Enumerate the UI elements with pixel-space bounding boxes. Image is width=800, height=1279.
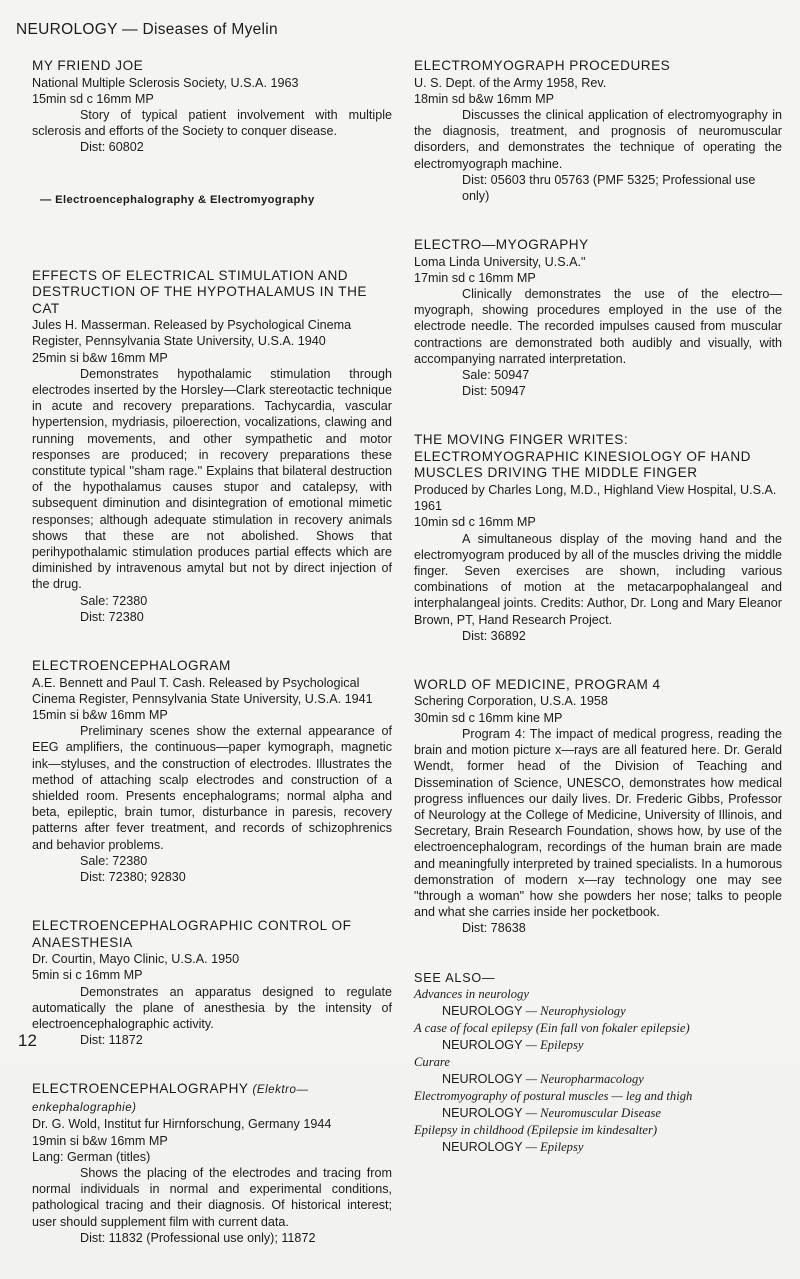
see-also-topic: Electromyography of postural muscles — leg and thigh <box>414 1088 693 1103</box>
film-entry <box>32 268 392 625</box>
entry-title-text: EFFECTS OF ELECTRICAL STIMULATION AND DESTRUCTION OF THE HYPOTHALAMUS IN THE CAT <box>32 267 367 316</box>
see-also-ref-sub: — Neurophysiology <box>525 1003 626 1018</box>
film-entry <box>414 432 782 644</box>
entry-distribution: Dist: 78638 <box>462 921 526 936</box>
entry-line: 10min sd c 16mm MP <box>414 515 536 530</box>
entry-description: Discusses the clinical application of electromyography in the diagnosis, treatment, and prognosis of neuromuscular disorders, and demonstrates the technique of operating the electromyograph machine. <box>414 107 782 171</box>
entry-line: National Multiple Sclerosis Society, U.S.A. 1963 <box>32 75 299 90</box>
entry-distribution: Dist: 11832 (Professional use only); 11872 <box>80 1230 316 1245</box>
page-number: 12 <box>18 1031 37 1050</box>
section-heading: — Electroencephalography & Electromyography <box>40 193 315 206</box>
entry-line: Dr. Courtin, Mayo Clinic, U.S.A. 1950 <box>32 952 240 967</box>
left-entries-a <box>32 58 392 156</box>
see-also-topic: Advances in neurology <box>414 986 529 1001</box>
see-also-ref-sub: — Neuropharmacology <box>525 1071 644 1086</box>
entry-line: 25min si b&w 16mm MP <box>32 350 168 365</box>
entry-distribution: Dist: 11872 <box>80 1033 143 1048</box>
film-entry <box>32 1081 392 1246</box>
entry-line: Dr. G. Wold, Institut fur Hirnforschung, Germany 1944 <box>32 1117 332 1132</box>
right-entries <box>414 58 782 937</box>
entry-line: A.E. Bennett and Paul T. Cash. Released by Psychological Cinema Register, Pennsylvania State University, U.S.A. 1941 <box>32 675 373 706</box>
entry-distribution: Sale: 50947 <box>462 368 530 383</box>
entry-line: Loma Linda University, U.S.A." <box>414 254 586 269</box>
entry-title-text: ELECTROENCEPHALOGRAPHIC CONTROL OF ANAESTHESIA <box>32 918 352 950</box>
entry-title-text: ELECTROENCEPHALOGRAM <box>32 658 231 674</box>
entry-title <box>414 677 782 694</box>
entry-distribution: Dist: 50947 <box>462 384 526 399</box>
entry-title <box>32 268 392 318</box>
entry-distribution: Sale: 72380 <box>80 593 148 608</box>
see-also-ref-sub: — Epilepsy <box>525 1139 584 1154</box>
entry-description: Preliminary scenes show the external appearance of EEG amplifiers, the continuous—paper kymograph, magnetic ink—styluses, and the construction of electrodes. Illustrates the method of attaching scalp electrodes and construction of a shielded room. Presents encephalograms; normal alpha and beta, epileptic, brain tumor, disturbance in paresis, recovery patterns after fever treatment, and records of schizophrenics and behavior problems. <box>32 724 392 852</box>
see-also-ref-main: NEUROLOGY <box>442 1105 523 1120</box>
entry-distribution: Dist: 72380 <box>80 609 144 624</box>
right-column <box>414 58 782 1156</box>
see-also-reference <box>414 1071 782 1088</box>
entry-line: Lang: German (titles) <box>32 1149 151 1164</box>
entry-distribution: Dist: 05603 thru 05763 (PMF 5325; Professional use only) <box>462 172 756 203</box>
entry-line: 19min si b&w 16mm MP <box>32 1133 168 1148</box>
see-also-ref-main: NEUROLOGY <box>442 1139 523 1154</box>
entry-line: 30min sd c 16mm kine MP <box>414 710 563 725</box>
entry-line: Jules H. Masserman. Released by Psychological Cinema Register, Pennsylvania State University, U.S.A. 1940 <box>32 318 352 349</box>
see-also-list <box>414 986 782 1156</box>
see-also-reference <box>414 1037 782 1054</box>
entry-line: U. S. Dept. of the Army 1958, Rev. <box>414 75 607 90</box>
entry-title <box>32 658 392 675</box>
entry-distribution: Dist: 72380; 92830 <box>80 870 186 885</box>
see-also-ref-main: NEUROLOGY <box>442 1037 523 1052</box>
see-also-title: SEE ALSO— <box>414 970 496 985</box>
entry-description: Program 4: The impact of medical progress, reading the brain and motion picture x—rays are all featured here. Dr. Gerald Wendt, former head of the Division of Teaching and Dissemination of Science, UNESCO, demonstrates how medical progress influences our daily lives. Dr. Frederic Gibbs, Professor of Neurology at the College of Medicine, University of Illinois, and Secretary, Brain Research Foundation, shows how, by use of the electroencephalogram, recordings of the human brain are made and meaningfully interpreted by trained specialists. In a humorous demonstration of modern x—ray technology one may see "through a woman" how she powders her nose; talks to people and what she carries inside her pocketbook. <box>414 726 782 920</box>
film-entry <box>32 58 392 156</box>
left-column <box>32 58 392 1279</box>
entry-title <box>414 237 782 254</box>
see-also-ref-sub: — Epilepsy <box>525 1037 584 1052</box>
entry-title-text: ELECTROMYOGRAPH PROCEDURES <box>414 58 671 73</box>
entry-description: Story of typical patient involvement with multiple sclerosis and efforts of the Society to conquer disease. <box>32 107 392 139</box>
entry-title <box>32 918 392 951</box>
entry-description: Shows the placing of the electrodes and tracing from normal individuals in normal and experimental conditions, pathological tracing and their diagnosis. Of historical interest; user should supplement film with current data. <box>32 1166 392 1229</box>
left-entries-b <box>32 268 392 1246</box>
entry-title-text: WORLD OF MEDICINE, PROGRAM 4 <box>414 676 661 692</box>
entry-description: A simultaneous display of the moving hand and the electromyogram produced by all of the muscles driving the middle finger. Seven exercises are shown, including various combinations of motion at the metacarpophalangeal and interphalangeal joints. Credits: Author, Dr. Long and Mary Eleanor Brown, PT, Hand Research Project. <box>414 531 782 627</box>
see-also-ref-sub: — Neuromuscular Disease <box>525 1105 662 1120</box>
see-also-topic: A case of focal epilepsy (Ein fall von fokaler epilepsie) <box>414 1020 690 1035</box>
entry-description: Clinically demonstrates the use of the electro—myograph, showing procedures employed in the use of the electrode needle. The recorded impulses caused from muscular contractions are demonstrated both audibly and visually, with accompanying narrated interpretation. <box>414 287 782 366</box>
entry-title <box>32 58 392 75</box>
see-also-topic: Epilepsy in childhood (Epilepsie im kindesalter) <box>414 1122 658 1137</box>
entry-line: Schering Corporation, U.S.A. 1958 <box>414 694 608 709</box>
film-entry <box>414 237 782 399</box>
entry-line: 18min sd b&w 16mm MP <box>414 91 554 106</box>
entry-line: 15min si b&w 16mm MP <box>32 707 168 722</box>
see-also-reference <box>414 1105 782 1122</box>
running-header: NEUROLOGY — Diseases of Myelin <box>16 21 278 38</box>
see-also-reference <box>414 1003 782 1020</box>
entry-title <box>414 58 782 75</box>
entry-distribution: Sale: 72380 <box>80 853 148 868</box>
entry-title <box>32 1081 392 1116</box>
film-entry <box>32 918 392 1048</box>
entry-description: Demonstrates an apparatus designed to regulate automatically the plane of anesthesia by the intensity of electroencephalographic activity. <box>32 984 392 1032</box>
entry-description: Demonstrates hypothalamic stimulation through electrodes inserted by the Horsley—Clark stereotactic technique in acute and recovery preparations. Tachycardia, vascular hypertension, mydriasis, piloerection, vocalizations, clawing and running movements, and other sympathetic and motor responses are produced; in recovery preparations these constitute typical ''sham rage.'' Explains that bilateral destruction of the hypothalamus causes stupor and catalepsy, with subsequent diminution and disintegration of emotional mimetic responses; although adequate stimulation in recovery animals shows that these are not abolished. Shows that perihypothalamic stimulation produces partial effects which are diminished by intravenous amytal but not by direct injection of the drug. <box>32 366 392 592</box>
entry-title-text: MY FRIEND JOE <box>32 58 144 73</box>
see-also-reference <box>414 1139 782 1156</box>
entry-line: 5min si c 16mm MP <box>32 968 143 983</box>
entry-distribution: Dist: 36892 <box>462 628 526 643</box>
entry-distribution: Dist: 60802 <box>80 140 144 155</box>
see-also-topic: Curare <box>414 1054 450 1069</box>
see-also-ref-main: NEUROLOGY <box>442 1003 523 1018</box>
film-entry <box>32 658 392 885</box>
entry-line: 15min sd c 16mm MP <box>32 91 154 106</box>
entry-title-text: THE MOVING FINGER WRITES: ELECTROMYOGRAPHIC KINESIOLOGY OF HAND MUSCLES DRIVING THE MIDDLE FINGER <box>414 432 752 481</box>
see-also-ref-main: NEUROLOGY <box>442 1071 523 1086</box>
entry-title-note: (Elektro—enkephalographie) <box>32 1083 309 1114</box>
entry-line: Produced by Charles Long, M.D., Highland View Hospital, U.S.A. 1961 <box>414 482 777 514</box>
film-entry <box>414 58 782 204</box>
entry-line: 17min sd c 16mm MP <box>414 270 536 285</box>
film-entry <box>414 677 782 937</box>
entry-title-text: ELECTROENCEPHALOGRAPHY <box>32 1081 249 1097</box>
entry-title-text: ELECTRO—MYOGRAPHY <box>414 237 589 253</box>
entry-title <box>414 432 782 482</box>
